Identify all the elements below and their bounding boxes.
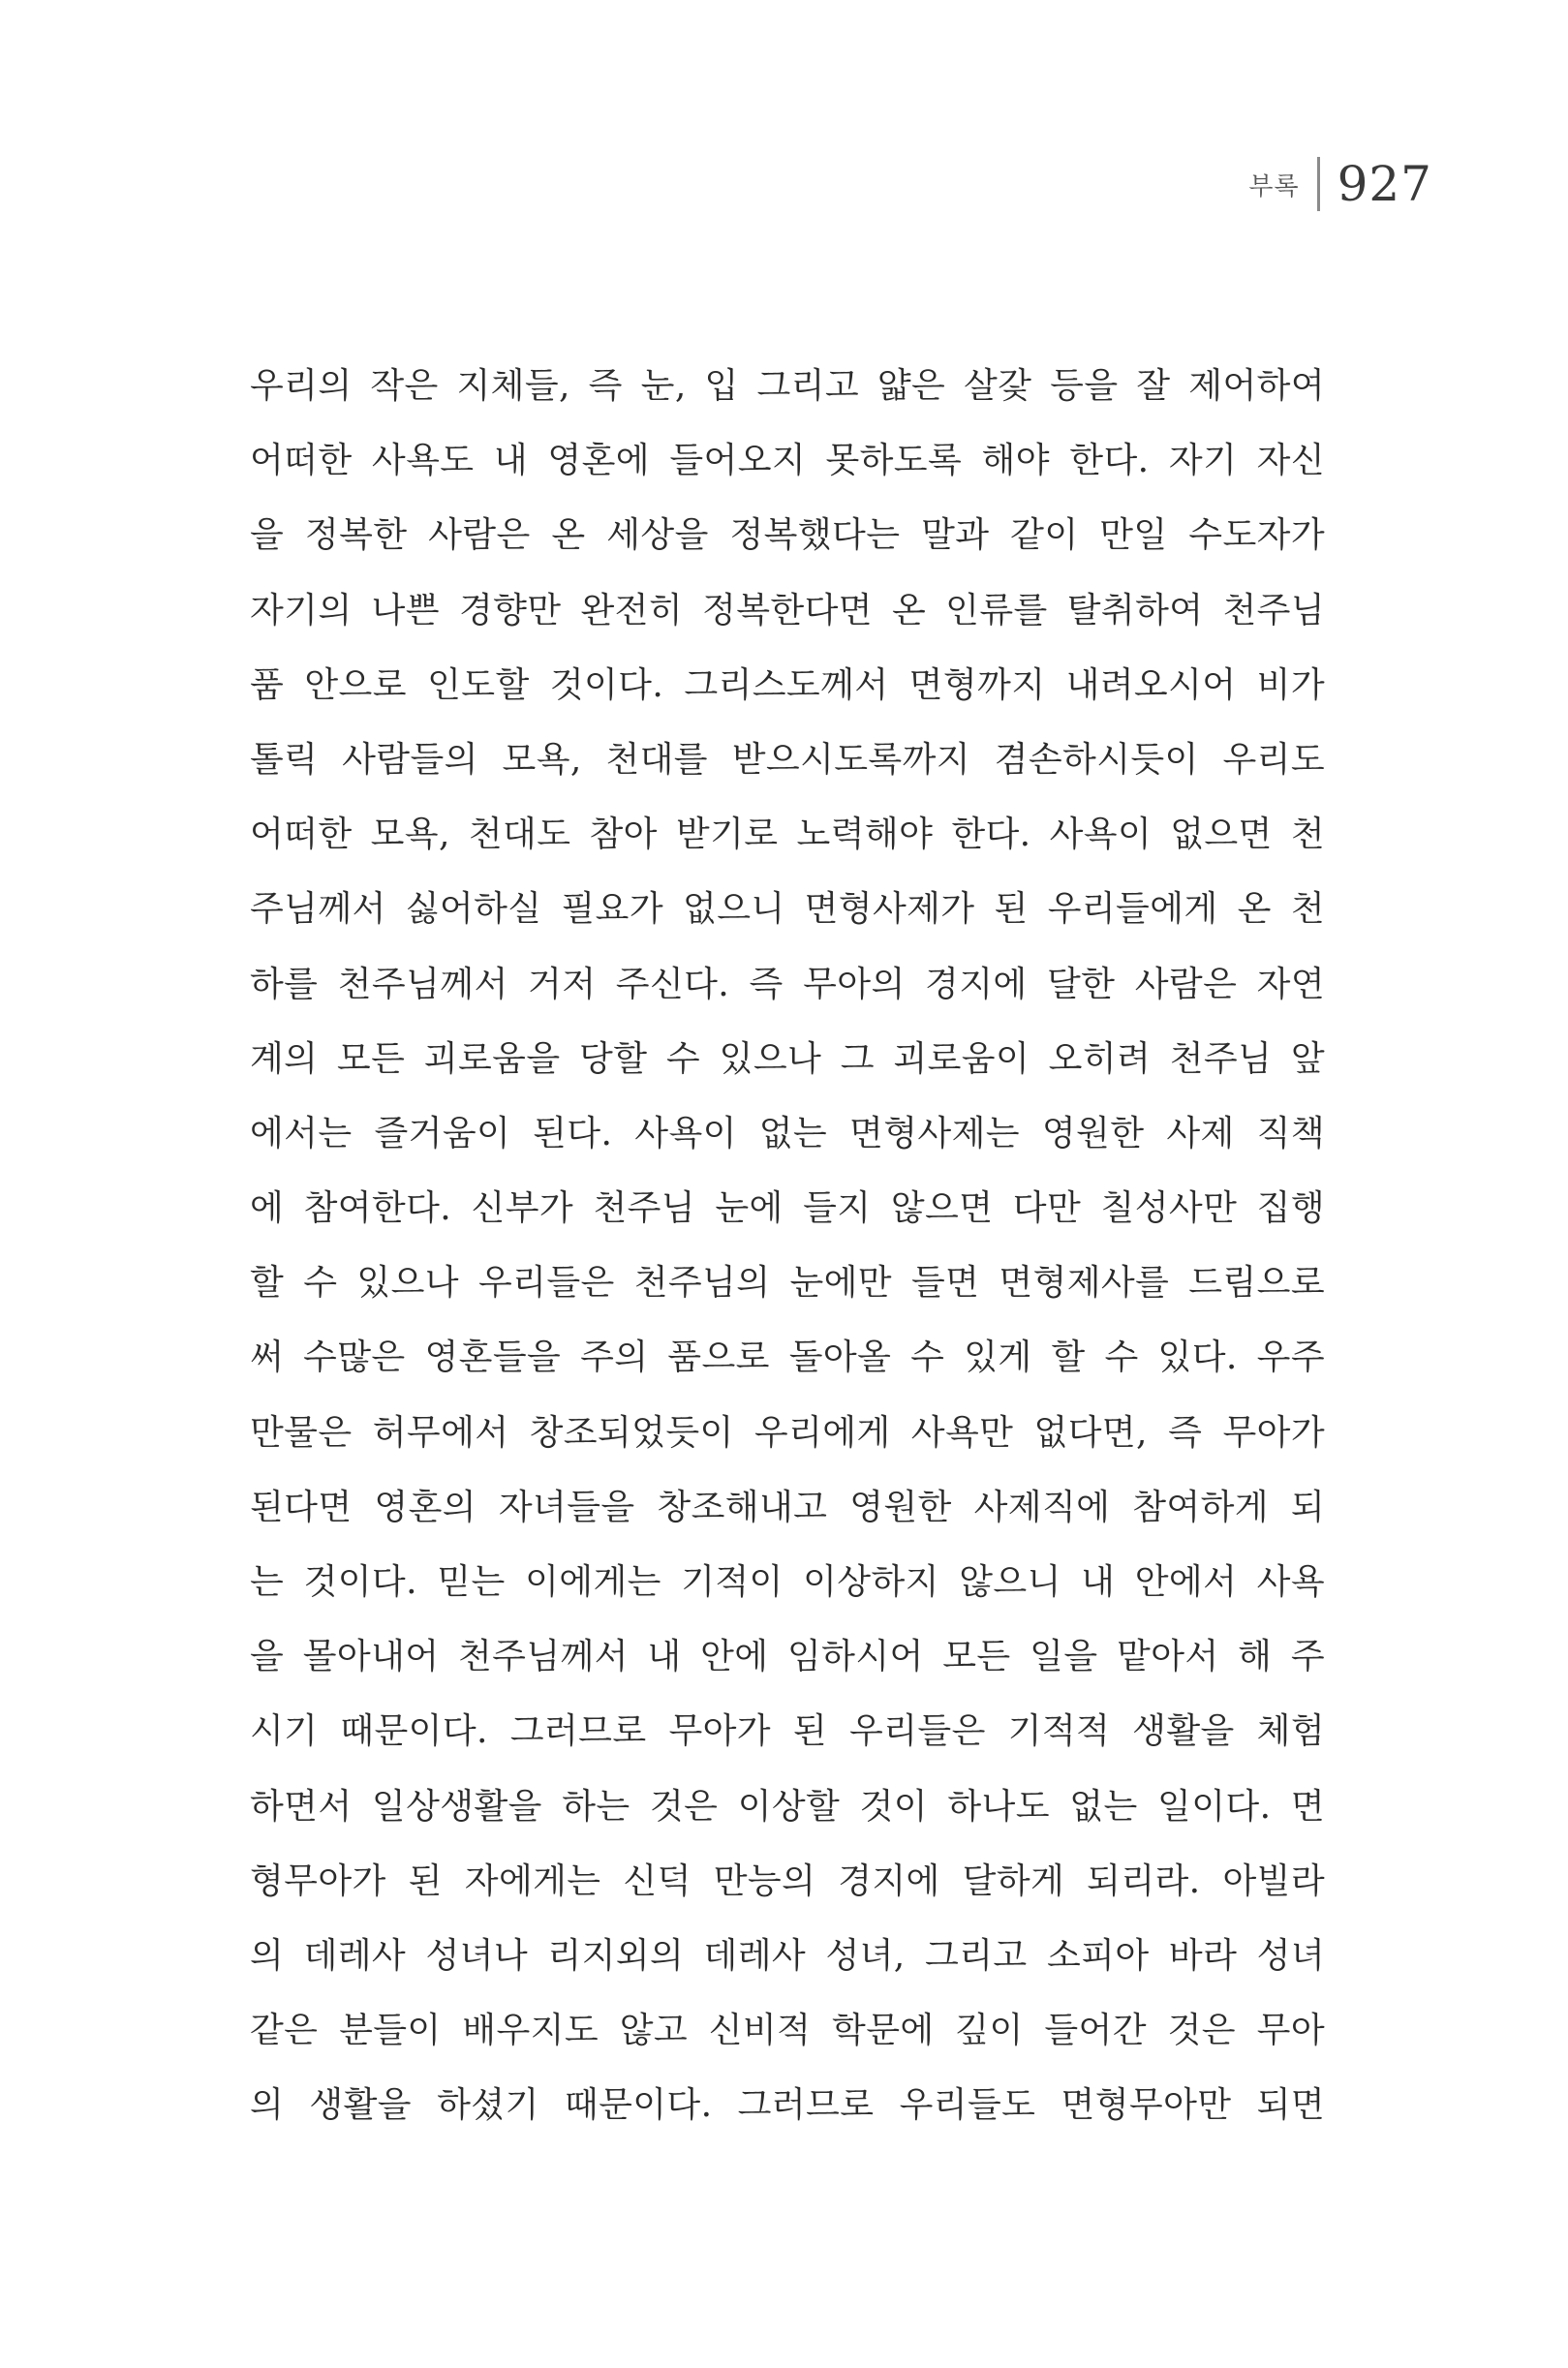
page-number: 927 [1337,156,1432,212]
text-line: 의 데레사 성녀나 리지외의 데레사 성녀, 그리고 소피아 바라 성녀 [250,1935,1325,1976]
text-line: 만물은 허무에서 창조되었듯이 우리에게 사욕만 없다면, 즉 무아가 [250,1412,1325,1453]
text-line: 우리의 작은 지체들, 즉 눈, 입 그리고 얇은 살갗 등을 잘 제어하여 [250,366,1325,406]
text-line: 계의 모든 괴로움을 당할 수 있으나 그 괴로움이 오히려 천주님 앞 [250,1038,1325,1079]
text-line: 형무아가 된 자에게는 신덕 만능의 경지에 달하게 되리라. 아빌라 [250,1861,1325,1901]
text-line: 시기 때문이다. 그러므로 무아가 된 우리들은 기적적 생활을 체험 [250,1711,1325,1752]
text-line: 을 몰아내어 천주님께서 내 안에 임하시어 모든 일을 맡아서 해 주 [250,1637,1325,1677]
text-line: 하를 천주님께서 거저 주신다. 즉 무아의 경지에 달한 사람은 자연 [250,964,1325,1004]
text-line: 어떠한 모욕, 천대도 참아 받기로 노력해야 한다. 사욕이 없으면 천 [250,815,1325,855]
text-line: 톨릭 사람들의 모욕, 천대를 받으시도록까지 겸손하시듯이 우리도 [250,739,1325,780]
body-text [250,349,1325,2143]
running-head [1248,145,1432,223]
text-line: 는 것이다. 믿는 이에게는 기적이 이상하지 않으니 내 안에서 사욕 [250,1562,1325,1602]
text-line: 어떠한 사욕도 내 영혼에 들어오지 못하도록 해야 한다. 자기 자신 [250,441,1325,481]
text-line: 써 수많은 영혼들을 주의 품으로 돌아올 수 있게 할 수 있다. 우주 [250,1338,1325,1378]
section-label: 부록 [1248,171,1300,201]
text-line: 같은 분들이 배우지도 않고 신비적 학문에 깊이 들어간 것은 무아 [250,2011,1325,2051]
header-divider [1317,157,1320,211]
text-line: 에서는 즐거움이 된다. 사욕이 없는 면형사제는 영원한 사제 직책 [250,1113,1325,1153]
text-line: 하면서 일상생활을 하는 것은 이상할 것이 하나도 없는 일이다. 면 [250,1786,1325,1827]
text-line: 을 정복한 사람은 온 세상을 정복했다는 말과 같이 만일 수도자가 [250,515,1325,556]
text-line: 할 수 있으나 우리들은 천주님의 눈에만 들면 면형제사를 드림으로 [250,1263,1325,1304]
text-line: 의 생활을 하셨기 때문이다. 그러므로 우리들도 면형무아만 되면 [250,2085,1325,2126]
text-line: 주님께서 싫어하실 필요가 없으니 면형사제가 된 우리들에게 온 천 [250,889,1325,930]
text-line: 된다면 영혼의 자녀들을 창조해내고 영원한 사제직에 참여하게 되 [250,1487,1325,1527]
text-line: 에 참여한다. 신부가 천주님 눈에 들지 않으면 다만 칠성사만 집행 [250,1188,1325,1229]
text-line: 품 안으로 인도할 것이다. 그리스도께서 면형까지 내려오시어 비가 [250,664,1325,705]
text-line: 자기의 나쁜 경향만 완전히 정복한다면 온 인류를 탈취하여 천주님 [250,590,1325,630]
